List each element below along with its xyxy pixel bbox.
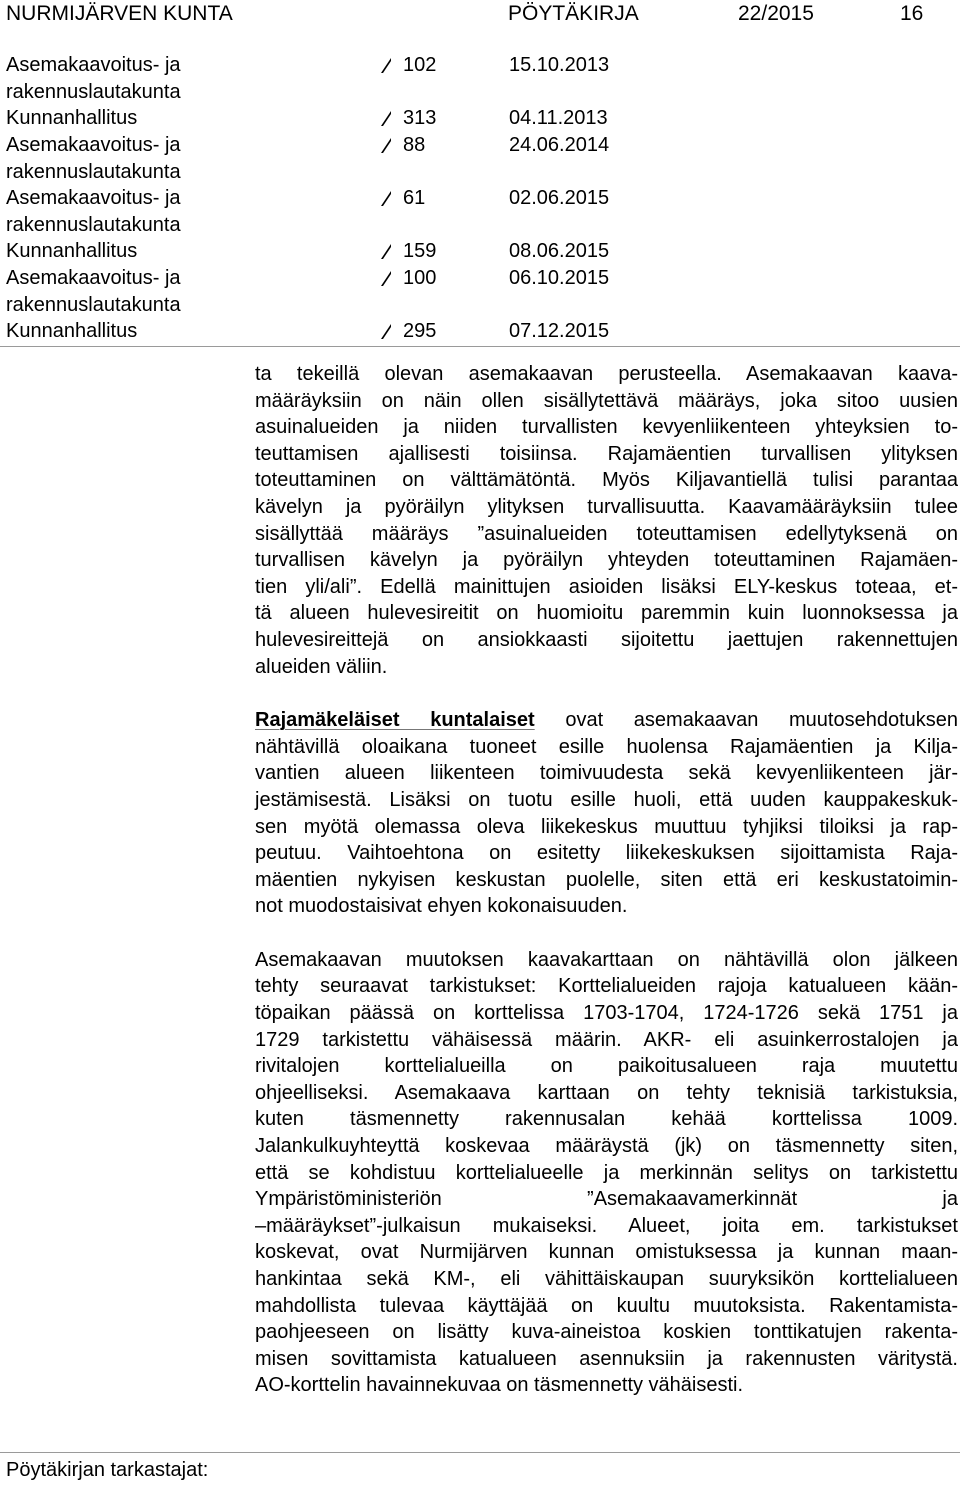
text-line: sisällyttää määräys ”asuinalueiden toteuttamisen edellytyksenä on: [255, 522, 958, 545]
text-line: sen myötä olemassa oleva liikekeskus muuttuu tyhjiksi tiloiksi ja rap-: [255, 815, 958, 838]
text-line: että se kohdistuu korttelialueelle ja merkinnän selitys on tarkistettu: [255, 1161, 958, 1184]
history-row: [0, 265, 960, 318]
text-line: mäentien nykyisen keskustan puolelle, siten että eri keskustatoimin-: [255, 868, 958, 891]
history-date: 02.06.2015: [509, 187, 610, 209]
header-divider: [0, 346, 960, 347]
text-line: asuinalueiden ja niiden turvallisten kevyenliikenteen yhteyksien to-: [255, 416, 958, 439]
text-line: 1729 tarkistettu vähäisessä määrin. AKR- eli asuinkerrostalojen ja: [255, 1028, 958, 1051]
section-sign-icon: [381, 191, 395, 207]
text-line: alueiden väliin.: [255, 655, 388, 678]
paragraph-ely-statement: [255, 361, 958, 680]
paragraph-residents-feedback: [255, 707, 958, 920]
section-sign-icon: [381, 111, 395, 127]
history-body: Asemakaavoitus- ja rakennuslautakunta: [6, 187, 181, 236]
issue-number: 22/2015: [738, 2, 814, 25]
page-footer: [0, 1452, 960, 1486]
history-row: [0, 318, 960, 345]
history-row: [0, 238, 960, 265]
section-sign-icon: [381, 324, 395, 340]
text-line: paohjeeseen on lisätty kuva-aineistoa koskien tonttikatujen rakenta-: [255, 1321, 958, 1344]
residents-lead: Rajamäkeläiset kuntalaiset: [255, 709, 535, 732]
text-line: rivitalojen korttelialueilla on paikoitusalueen raja muutettu: [255, 1055, 958, 1078]
history-number: 159: [403, 240, 437, 262]
text-line: vantien alueen liikenteen toimivuudesta sekä kevyenliikenteen jär-: [255, 762, 958, 785]
history-body: Asemakaavoitus- ja rakennuslautakunta: [6, 267, 181, 316]
organization-name: NURMIJÄRVEN KUNTA: [6, 2, 233, 25]
page-number: 16: [900, 2, 924, 25]
text-line: teuttamisen ajallisesti toisiinsa. Rajamäentien turvallisen ylityksen: [255, 442, 958, 465]
history-body: Kunnanhallitus: [6, 107, 138, 129]
section-sign-icon: [381, 271, 395, 287]
history-number: 313: [403, 107, 437, 129]
text-line: tien yli/ali”. Edellä mainittujen asioiden lisäksi ELY-keskus toteaa, et-: [255, 575, 958, 598]
paragraph-revisions: [255, 947, 958, 1399]
text-line: hulevesireittejä on ansiokkaasti sijoitettu jaettujen rakennettujen: [255, 628, 958, 651]
history-row: [0, 105, 960, 132]
history-number: 102: [403, 54, 437, 76]
section-sign-icon: [381, 58, 395, 74]
history-body: Kunnanhallitus: [6, 240, 138, 262]
text-line: nähtävillä oloaikana tuoneet esille huolensa Rajamäentien ja Kilja-: [255, 735, 958, 758]
history-date: 15.10.2013: [509, 54, 610, 76]
text-line: Jalankulkuyhteyttä koskevaa määräystä (jk) on täsmennetty siten,: [255, 1135, 958, 1158]
text-line: peutuu. Vaihtoehtona on esitetty liikekeskuksen sijoittamista Raja-: [255, 842, 958, 865]
history-date: 24.06.2014: [509, 134, 610, 156]
text-line: Ympäristöministeriön ”Asemakaavamerkinnät ja: [255, 1188, 958, 1211]
section-sign-icon: [381, 138, 395, 154]
history-number: 61: [403, 187, 426, 209]
history-date: 08.06.2015: [509, 240, 610, 262]
text-line: kävelyn ja pyöräilyn ylityksen turvallisuutta. Kaavamääräyksiin tulee: [255, 495, 958, 518]
text-line: toteuttaminen on välttämätöntä. Myös Kiljavantiellä tulisi parantaa: [255, 469, 958, 492]
decision-history: [0, 52, 960, 345]
text-line: [255, 707, 958, 734]
text-line: mahdollista tulevaa käyttäjää on kuultu muutoksista. Rakentamista-: [255, 1294, 958, 1317]
text-line: ohjeelliseksi. Asemakaava karttaan on tehty teknisiä tarkistuksia,: [255, 1081, 958, 1104]
history-body: Asemakaavoitus- ja rakennuslautakunta: [6, 54, 181, 103]
text-line: töpaikan päässä on korttelissa 1703-1704, 1724-1726 sekä 1751 ja: [255, 1002, 958, 1025]
minutes-checkers-label: Pöytäkirjan tarkastajat:: [6, 1459, 209, 1481]
text-line: hankintaa sekä KM-, eli vähittäiskaupan suuryksikön korttelialueen: [255, 1268, 958, 1290]
history-number: 100: [403, 267, 437, 289]
text-line: misen sovittamista katualueen asennuksiin ja rakennusten väritystä.: [255, 1347, 958, 1370]
history-row: [0, 185, 960, 238]
text-line: turvallisen kävelyn ja pyöräilyn yhteyden toteuttaminen Rajamäen-: [255, 549, 958, 572]
first-line-rest: ovat asemakaavan muutosehdotuksen: [534, 709, 958, 732]
text-line: määräyksiin on näin ollen sisällytettävä määräys, joka sitoo uusien: [255, 389, 958, 412]
text-line: tä alueen hulevesireitit on huomioitu paremmin kuin luonnoksessa ja: [255, 602, 958, 625]
history-row: [0, 132, 960, 185]
text-line: ta tekeillä olevan asemakaavan perusteella. Asemakaavan kaava-: [255, 363, 958, 385]
text-line: Asemakaavan muutoksen kaavakarttaan on nähtävillä olon jälkeen: [255, 948, 958, 971]
text-line: –määräykset”-julkaisun mukaiseksi. Alueet, joita em. tarkistukset: [255, 1214, 958, 1237]
page-header: [0, 0, 960, 30]
text-line: tehty seuraavat tarkistukset: Korttelialueiden rajoja katualueen kään-: [255, 975, 958, 998]
text-line: kuten täsmennetty rakennusalan kehää korttelissa 1009.: [255, 1108, 958, 1131]
history-number: 88: [403, 134, 426, 156]
history-date: 04.11.2013: [509, 107, 608, 129]
text-line: not muodostaisivat ehyen kokonaisuuden.: [255, 895, 628, 918]
document-type: PÖYTÄKIRJA: [508, 2, 639, 25]
text-line: koskevat, ovat Nurmijärven kunnan omistuksessa ja kunnan maan-: [255, 1241, 958, 1264]
history-date: 06.10.2015: [509, 267, 610, 289]
section-sign-icon: [381, 244, 395, 260]
history-row: [0, 52, 960, 105]
history-date: 07.12.2015: [509, 320, 610, 342]
text-line: jestämisestä. Lisäksi on tuotu esille huoli, että uuden kauppakeskuk-: [255, 788, 958, 811]
text-line: AO-korttelin havainnekuvaa on täsmennetty vähäisesti.: [255, 1374, 744, 1397]
history-body: Kunnanhallitus: [6, 320, 138, 342]
history-body: Asemakaavoitus- ja rakennuslautakunta: [6, 134, 181, 183]
main-text: [255, 361, 958, 1399]
history-number: 295: [403, 320, 437, 342]
